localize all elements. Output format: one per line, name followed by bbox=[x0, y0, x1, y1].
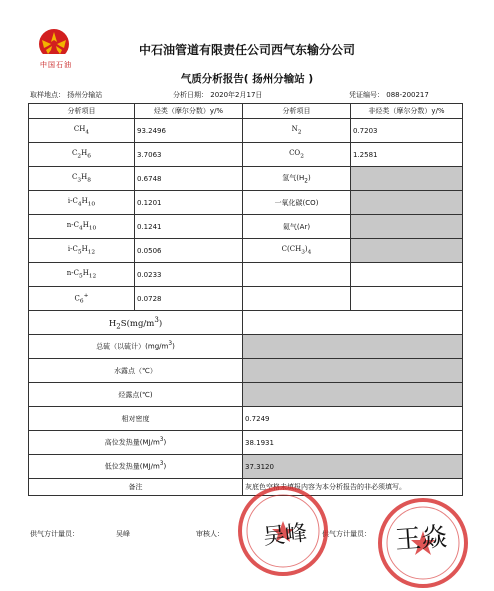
component-value bbox=[351, 215, 463, 239]
gas-analysis-table bbox=[28, 103, 463, 496]
component-value: 0.7203 bbox=[351, 119, 463, 143]
property-value bbox=[243, 311, 463, 335]
property-value bbox=[243, 383, 463, 407]
property-row bbox=[29, 455, 463, 479]
component-name: 氦气(Ar) bbox=[243, 215, 351, 239]
handwritten-signature-2: 王焱 bbox=[394, 522, 449, 556]
component-name: $C_2H_6$ bbox=[29, 143, 135, 167]
property-value bbox=[243, 335, 463, 359]
certificate-number bbox=[349, 90, 429, 100]
property-value bbox=[243, 359, 463, 383]
property-row bbox=[29, 431, 463, 455]
header-cell: 分析项目 bbox=[29, 104, 135, 119]
component-value: 93.2496 bbox=[135, 119, 243, 143]
reviewer-label: 审核人： bbox=[196, 530, 224, 538]
component-value bbox=[351, 191, 463, 215]
component-name: $n-C_4H_{10}$ bbox=[29, 215, 135, 239]
empty-cell bbox=[351, 287, 463, 311]
property-value: 0.7249 bbox=[243, 407, 463, 431]
property-row bbox=[29, 383, 463, 407]
location-value: 扬州分输站 bbox=[67, 91, 103, 99]
component-value: 0.6748 bbox=[135, 167, 243, 191]
property-label: $H_2S(mg/m^3)$ bbox=[29, 311, 243, 335]
component-value bbox=[351, 239, 463, 263]
component-value: 0.1241 bbox=[135, 215, 243, 239]
property-row bbox=[29, 407, 463, 431]
table-row bbox=[29, 119, 463, 143]
receiver-metrologist-label: 供气方计量员： bbox=[322, 530, 371, 538]
note-label: 备注 bbox=[29, 479, 243, 496]
property-value: 38.1931 bbox=[243, 431, 463, 455]
property-label: 水露点（℃） bbox=[29, 359, 243, 383]
analysis-date bbox=[173, 90, 262, 100]
component-name: 一氧化碳(CO) bbox=[243, 191, 351, 215]
property-label: 相对密度 bbox=[29, 407, 243, 431]
location-label: 取样地点： bbox=[30, 91, 65, 99]
property-value: 37.3120 bbox=[243, 455, 463, 479]
empty-cell bbox=[243, 263, 351, 287]
report-title: 气质分析报告( 扬州分输站 ) bbox=[180, 73, 314, 85]
supplier-metrologist-label: 供气方计量员： bbox=[30, 530, 79, 538]
component-value: 0.0506 bbox=[135, 239, 243, 263]
component-name: $C_3H_8$ bbox=[29, 167, 135, 191]
component-value bbox=[351, 167, 463, 191]
date-label: 分析日期： bbox=[173, 91, 208, 99]
header-cell: 分析项目 bbox=[243, 104, 351, 119]
component-name: $n-C_5H_{12}$ bbox=[29, 263, 135, 287]
supplier-metrologist-name: 吴峰 bbox=[116, 530, 130, 538]
component-name: $C_6^+$ bbox=[29, 287, 135, 311]
date-value: 2020年2月17日 bbox=[210, 91, 263, 99]
component-value: 0.1201 bbox=[135, 191, 243, 215]
component-name: $N_2$ bbox=[243, 119, 351, 143]
table-row bbox=[29, 143, 463, 167]
sampling-location bbox=[30, 90, 102, 100]
property-row bbox=[29, 335, 463, 359]
table-header-row bbox=[29, 104, 463, 119]
cert-label: 凭证编号： bbox=[349, 91, 384, 99]
component-name: $CH_4$ bbox=[29, 119, 135, 143]
table-row bbox=[29, 167, 463, 191]
table-row bbox=[29, 191, 463, 215]
property-label: 高位发热量$(MJ/m^3)$ bbox=[29, 431, 243, 455]
table-row bbox=[29, 215, 463, 239]
handwritten-signature-1: 吴峰 bbox=[262, 520, 309, 551]
empty-cell bbox=[351, 263, 463, 287]
table-row bbox=[29, 263, 463, 287]
component-value: 0.0728 bbox=[135, 287, 243, 311]
component-name: $i-C_5H_{12}$ bbox=[29, 239, 135, 263]
note-text: 灰底色空格未填报内容为本分析报告的非必须填写。 bbox=[243, 479, 463, 496]
table-row bbox=[29, 287, 463, 311]
component-name: 氢气$(H_2)$ bbox=[243, 167, 351, 191]
property-row bbox=[29, 359, 463, 383]
component-name: $i-C_4H_{10}$ bbox=[29, 191, 135, 215]
property-label: 烃露点(℃) bbox=[29, 383, 243, 407]
property-row bbox=[29, 311, 463, 335]
property-label: 低位发热量$(MJ/m^3)$ bbox=[29, 455, 243, 479]
header-cell: 非烃类（摩尔分数）y/% bbox=[351, 104, 463, 119]
component-name: $CO_2$ bbox=[243, 143, 351, 167]
header-cell: 烃类（摩尔分数）y/% bbox=[135, 104, 243, 119]
table-row bbox=[29, 239, 463, 263]
component-name: $C(CH_3)_4$ bbox=[243, 239, 351, 263]
component-value: 1.2581 bbox=[351, 143, 463, 167]
company-title: 中石油管道有限责任公司西气东输分公司 bbox=[138, 43, 355, 57]
logo-caption: 中国石油 bbox=[40, 61, 72, 69]
component-value: 3.7063 bbox=[135, 143, 243, 167]
cert-value: 088-200217 bbox=[386, 91, 429, 99]
empty-cell bbox=[243, 287, 351, 311]
component-value: 0.0233 bbox=[135, 263, 243, 287]
property-label: 总硫（以硫计）$(mg/m^3)$ bbox=[29, 335, 243, 359]
